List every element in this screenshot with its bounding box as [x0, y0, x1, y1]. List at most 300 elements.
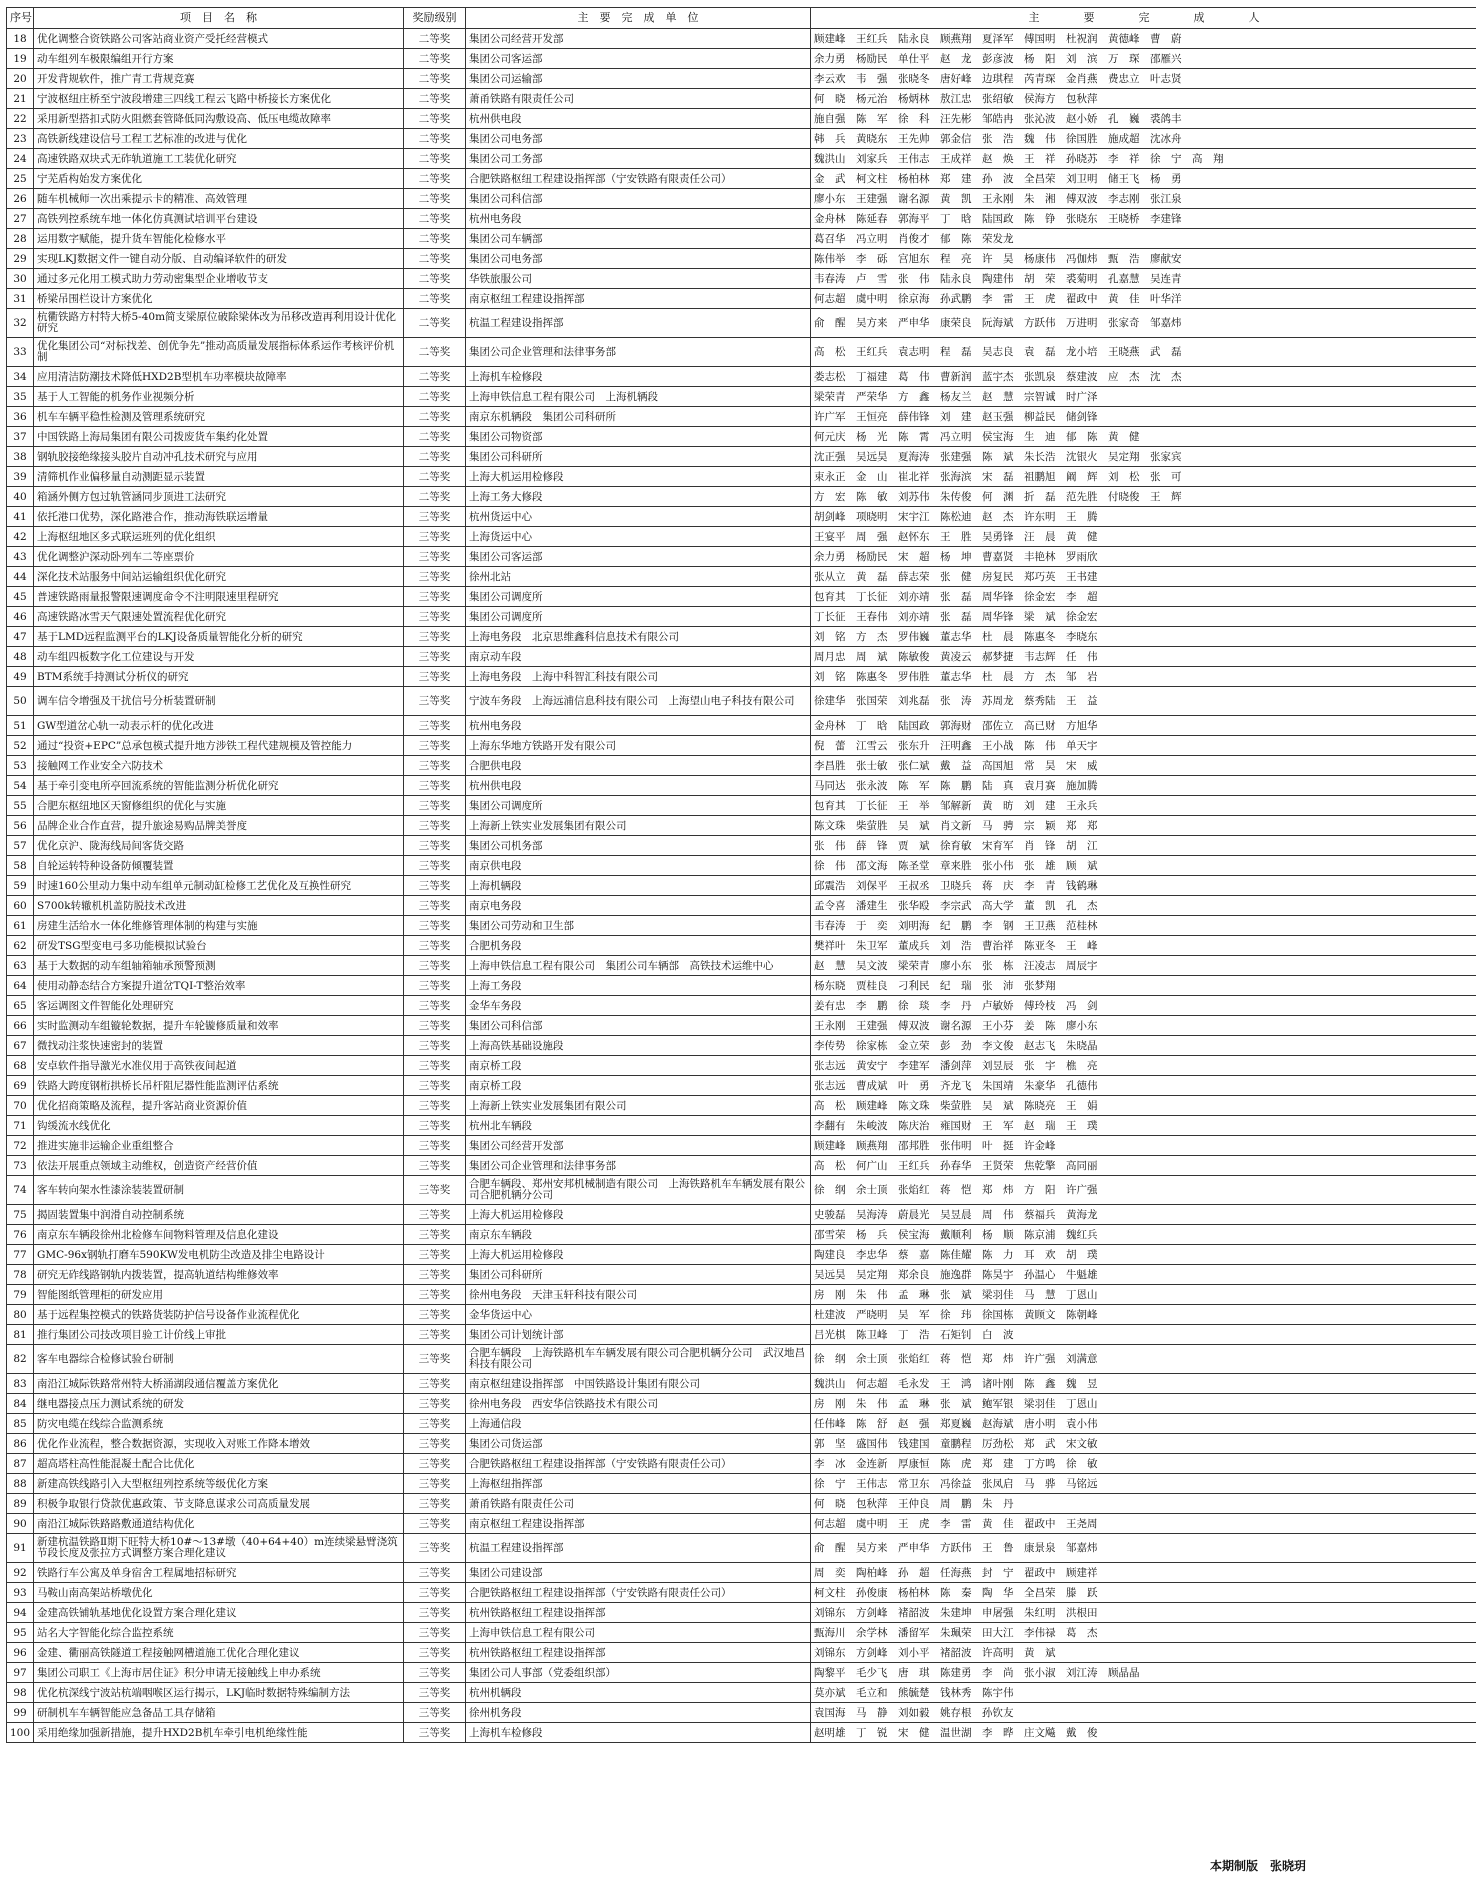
- award-level: 三等奖: [404, 527, 466, 547]
- main-people: 梁荣青 严荣华 方 鑫 杨友兰 赵 慧 宗智诚 时广泽: [811, 387, 1476, 407]
- award-level: 二等奖: [404, 249, 466, 269]
- table-row: [7, 229, 1476, 249]
- table-row: [7, 836, 1476, 856]
- project-name: 宁芜盾构始发方案优化: [34, 169, 404, 189]
- main-unit: 上海工务段: [466, 976, 811, 996]
- row-number: 18: [7, 29, 34, 49]
- row-number: 61: [7, 916, 34, 936]
- main-people: 顾建峰 王红兵 陆永良 顾燕翔 夏泽军 傅国明 杜祝润 黄德峰 曹 蔚: [811, 29, 1476, 49]
- awards-table-container: [6, 7, 1476, 1743]
- award-level: 三等奖: [404, 1325, 466, 1345]
- main-people: 刘 铭 方 杰 罗伟巍 董志华 杜 晨 陈惠冬 李晓东: [811, 627, 1476, 647]
- award-level: 三等奖: [404, 736, 466, 756]
- main-people: 包育其 丁长征 刘亦靖 张 磊 周华锋 徐金宏 李 超: [811, 587, 1476, 607]
- main-unit: 集团公司经营开发部: [466, 29, 811, 49]
- main-unit: 上海大机运用检修段: [466, 467, 811, 487]
- table-row: [7, 1603, 1476, 1623]
- row-number: 78: [7, 1265, 34, 1285]
- project-name: 中国铁路上海局集团有限公司拨废货车集约化处置: [34, 427, 404, 447]
- table-row: [7, 667, 1476, 687]
- main-unit: 萧甬铁路有限责任公司: [466, 1494, 811, 1514]
- main-unit: 上海工务大修段: [466, 487, 811, 507]
- main-people: 徐 宁 王伟志 常卫东 冯徐益 张凤启 马 骅 马铭远: [811, 1474, 1476, 1494]
- row-number: 47: [7, 627, 34, 647]
- table-row: [7, 1434, 1476, 1454]
- award-level: 二等奖: [404, 427, 466, 447]
- award-level: 三等奖: [404, 756, 466, 776]
- project-name: 智能图纸管理柜的研发应用: [34, 1285, 404, 1305]
- project-name: 实现LKJ数据文件一键自动分版、自动编译软件的研发: [34, 249, 404, 269]
- main-unit: 集团公司人事部（党委组织部）: [466, 1663, 811, 1683]
- project-name: 清筛机作业偏移量自动测距显示装置: [34, 467, 404, 487]
- main-unit: 上海货运中心: [466, 527, 811, 547]
- award-level: 二等奖: [404, 89, 466, 109]
- award-level: 三等奖: [404, 1603, 466, 1623]
- award-level: 三等奖: [404, 1703, 466, 1723]
- table-row: [7, 129, 1476, 149]
- award-level: 三等奖: [404, 1723, 466, 1743]
- row-number: 25: [7, 169, 34, 189]
- project-name: 接触网工作业安全六防技术: [34, 756, 404, 776]
- project-name: 深化技术站服务中间站运输组织优化研究: [34, 567, 404, 587]
- table-row: [7, 1285, 1476, 1305]
- row-number: 28: [7, 229, 34, 249]
- table-row: [7, 1345, 1476, 1374]
- project-name: 新建高铁线路引入大型枢纽列控系统等级优化方案: [34, 1474, 404, 1494]
- table-row: [7, 876, 1476, 896]
- table-row: [7, 1096, 1476, 1116]
- award-level: 二等奖: [404, 109, 466, 129]
- main-unit: 徐州机务段: [466, 1703, 811, 1723]
- table-row: [7, 1494, 1476, 1514]
- award-level: 三等奖: [404, 1245, 466, 1265]
- award-level: 二等奖: [404, 269, 466, 289]
- main-people: 郭 坚 盛国伟 钱建国 童鹏程 厉劲松 郑 武 宋文敏: [811, 1434, 1476, 1454]
- main-unit: 合肥铁路枢纽工程建设指挥部（宁安铁路有限责任公司）: [466, 1583, 811, 1603]
- main-unit: 南京枢纽工程建设指挥部: [466, 1514, 811, 1534]
- main-unit: 集团公司机务部: [466, 836, 811, 856]
- header-main-people: 主 要 完 成 人: [811, 8, 1476, 29]
- award-level: 三等奖: [404, 1136, 466, 1156]
- project-name: S700k转辙机机盖防脱技术改进: [34, 896, 404, 916]
- project-name: 普速铁路雨量报警限速调度命令不注明限速里程研究: [34, 587, 404, 607]
- row-number: 60: [7, 896, 34, 916]
- main-unit: 南京动车段: [466, 647, 811, 667]
- project-name: 房建生活给水一体化维修管理体制的构建与实施: [34, 916, 404, 936]
- main-unit: 上海电务段 北京思维鑫科信息技术有限公司: [466, 627, 811, 647]
- main-unit: 华铁旅服公司: [466, 269, 811, 289]
- table-row: [7, 1245, 1476, 1265]
- award-level: 三等奖: [404, 1225, 466, 1245]
- award-level: 三等奖: [404, 916, 466, 936]
- award-level: 三等奖: [404, 1663, 466, 1683]
- main-people: 邱震浩 刘保平 王叔丞 卫晓兵 蒋 庆 李 青 钱鹤琳: [811, 876, 1476, 896]
- award-level: 二等奖: [404, 407, 466, 427]
- table-row: [7, 736, 1476, 756]
- table-row: [7, 1703, 1476, 1723]
- main-unit: 合肥供电段: [466, 756, 811, 776]
- award-level: 三等奖: [404, 1176, 466, 1205]
- award-level: 三等奖: [404, 1494, 466, 1514]
- project-name: 客车电器综合检修试验台研制: [34, 1345, 404, 1374]
- project-name: 依法开展重点领域主动维权，创造资产经营价值: [34, 1156, 404, 1176]
- table-row: [7, 936, 1476, 956]
- row-number: 39: [7, 467, 34, 487]
- row-number: 88: [7, 1474, 34, 1494]
- project-name: 防灾电缆在线综合监测系统: [34, 1414, 404, 1434]
- row-number: 70: [7, 1096, 34, 1116]
- row-number: 80: [7, 1305, 34, 1325]
- main-people: 周 奕 陶柏峰 孙 超 任海燕 封 宁 翟政中 顾建祥: [811, 1563, 1476, 1583]
- project-name: 南沿江城际铁路常州特大桥涌湖段通信覆盖方案优化: [34, 1374, 404, 1394]
- main-people: 房 刚 朱 伟 孟 琳 张 斌 鲍军银 梁羽佳 丁恩山: [811, 1394, 1476, 1414]
- award-level: 三等奖: [404, 1454, 466, 1474]
- main-people: 徐 纲 余士顶 张焰红 蒋 恺 郑 炜 许广强 刘满意: [811, 1345, 1476, 1374]
- main-unit: 萧甬铁路有限责任公司: [466, 89, 811, 109]
- main-people: 刘锦东 方剑峰 褚韶波 朱建坤 申屠强 朱红明 洪根田: [811, 1603, 1476, 1623]
- main-unit: 上海机车检修段: [466, 367, 811, 387]
- project-name: 调车信令增强及干扰信号分析装置研制: [34, 687, 404, 716]
- main-people: 高 松 顾建峰 陈文珠 柴萤胜 吴 斌 陈晓亮 王 娟: [811, 1096, 1476, 1116]
- main-unit: 合肥铁路枢纽工程建设指挥部（宁安铁路有限责任公司）: [466, 169, 811, 189]
- main-unit: 杭温工程建设指挥部: [466, 1534, 811, 1563]
- table-row: [7, 289, 1476, 309]
- main-people: 王永刚 王建强 傅双波 谢名源 王小芬 姜 陈 廖小东: [811, 1016, 1476, 1036]
- project-name: 积极争取银行贷款优惠政策、节支降息谋求公司高质量发展: [34, 1494, 404, 1514]
- award-level: 三等奖: [404, 836, 466, 856]
- main-people: 陈伟举 李 砾 宫旭东 程 亮 许 昊 杨康伟 冯伽炜 甄 浩 廖献安: [811, 249, 1476, 269]
- row-number: 86: [7, 1434, 34, 1454]
- project-name: 钢轨胶接绝缘接头胶片自动冲孔技术研究与应用: [34, 447, 404, 467]
- layout-credit: 本期制版 张晓玥: [1210, 1859, 1307, 1873]
- row-number: 95: [7, 1623, 34, 1643]
- award-level: 三等奖: [404, 667, 466, 687]
- award-level: 三等奖: [404, 1345, 466, 1374]
- main-unit: 合肥铁路枢纽工程建设指挥部（宁安铁路有限责任公司）: [466, 1454, 811, 1474]
- project-name: 动车组四板数字化工位建设与开发: [34, 647, 404, 667]
- row-number: 94: [7, 1603, 34, 1623]
- main-people: 樊祥叶 朱卫军 董成兵 刘 浩 曹治祥 陈亚冬 王 峰: [811, 936, 1476, 956]
- award-level: 三等奖: [404, 1036, 466, 1056]
- award-level: 三等奖: [404, 1534, 466, 1563]
- main-people: 张志远 曹成斌 叶 勇 齐龙飞 朱国靖 朱豪华 孔德伟: [811, 1076, 1476, 1096]
- table-row: [7, 627, 1476, 647]
- row-number: 50: [7, 687, 34, 716]
- table-row: [7, 1265, 1476, 1285]
- award-level: 二等奖: [404, 29, 466, 49]
- main-unit: 集团公司货运部: [466, 1434, 811, 1454]
- project-name: 合肥东枢纽地区天窗修组织的优化与实施: [34, 796, 404, 816]
- main-unit: 集团公司工务部: [466, 149, 811, 169]
- award-level: 三等奖: [404, 796, 466, 816]
- main-people: 李翻有 朱峻波 陈庆治 雍国财 王 军 赵 瑞 王 璞: [811, 1116, 1476, 1136]
- table-row: [7, 29, 1476, 49]
- project-name: 微找动注浆快速密封的装置: [34, 1036, 404, 1056]
- award-level: 三等奖: [404, 1434, 466, 1454]
- table-row: [7, 1474, 1476, 1494]
- main-people: 魏洪山 刘家兵 王伟志 王成祥 赵 焕 王 祥 孙晓苏 李 祥 徐 宁 高 翔: [811, 149, 1476, 169]
- table-row: [7, 1116, 1476, 1136]
- main-people: 徐 纲 余士顶 张焰红 蒋 恺 郑 炜 方 阳 许广强: [811, 1176, 1476, 1205]
- main-unit: 上海申铁信息工程有限公司: [466, 1623, 811, 1643]
- row-number: 35: [7, 387, 34, 407]
- table-row: [7, 49, 1476, 69]
- row-number: 40: [7, 487, 34, 507]
- main-unit: 杭州机辆段: [466, 1683, 811, 1703]
- main-unit: 南京东机辆段 集团公司科研所: [466, 407, 811, 427]
- project-name: 集团公司职工《上海市居住证》积分申请无接触线上申办系统: [34, 1663, 404, 1683]
- award-level: 三等奖: [404, 1056, 466, 1076]
- project-name: 钩缓流水线优化: [34, 1116, 404, 1136]
- project-name: 优化京沪、陇海线局间客货交路: [34, 836, 404, 856]
- table-row: [7, 1514, 1476, 1534]
- main-unit: 南京枢纽建设指挥部 中国铁路设计集团有限公司: [466, 1374, 811, 1394]
- row-number: 64: [7, 976, 34, 996]
- project-name: 研究无砟线路钢轨内拨装置，提高轨道结构维修效率: [34, 1265, 404, 1285]
- main-people: 方 宏 陈 敏 刘苏伟 朱传俊 何 渊 折 磊 范先胜 付晓俊 王 辉: [811, 487, 1476, 507]
- main-unit: 金华车务段: [466, 996, 811, 1016]
- award-level: 三等奖: [404, 716, 466, 736]
- row-number: 79: [7, 1285, 34, 1305]
- project-name: 基于牵引变电所亭回流系统的智能监测分析优化研究: [34, 776, 404, 796]
- row-number: 24: [7, 149, 34, 169]
- main-unit: 南京桥工段: [466, 1076, 811, 1096]
- project-name: 研制机车车辆智能应急备品工具存储箱: [34, 1703, 404, 1723]
- header-project-name: 项 目 名 称: [34, 8, 404, 29]
- project-name: 通过“投资+EPC”总承包模式提升地方涉铁工程代建规模及管控能力: [34, 736, 404, 756]
- award-level: 三等奖: [404, 856, 466, 876]
- row-number: 46: [7, 607, 34, 627]
- table-row: [7, 607, 1476, 627]
- award-level: 三等奖: [404, 1583, 466, 1603]
- award-level: 三等奖: [404, 1265, 466, 1285]
- project-name: 超高塔柱高性能混凝土配合比优化: [34, 1454, 404, 1474]
- header-main-unit: 主 要 完 成 单 位: [466, 8, 811, 29]
- award-level: 三等奖: [404, 647, 466, 667]
- main-people: 金 武 柯文柱 杨柏林 郑 建 孙 波 全昌荣 刘卫明 储王飞 杨 勇: [811, 169, 1476, 189]
- project-name: 应用清洁防潮技术降低HXD2B型机车功率模块故障率: [34, 367, 404, 387]
- table-body: [7, 29, 1476, 1743]
- table-row: [7, 1454, 1476, 1474]
- main-people: 沈正强 吴远昊 夏海涛 张建强 陈 斌 朱长浩 沈银火 吴定翔 张家宾: [811, 447, 1476, 467]
- project-name: 时速160公里动力集中动车组单元制动缸检修工艺优化及互换性研究: [34, 876, 404, 896]
- project-name: 高速铁路冰雪天气限速处置流程优化研究: [34, 607, 404, 627]
- main-people: 赵明雄 丁 锐 宋 健 温世湖 李 晔 庄文飚 戴 俊: [811, 1723, 1476, 1743]
- row-number: 100: [7, 1723, 34, 1743]
- main-people: 李传势 徐家栋 金立荣 彭 劲 李文俊 赵志飞 朱晓晶: [811, 1036, 1476, 1056]
- main-people: 俞 醒 吴方来 严申华 康荣良 阮海斌 方跃伟 万进明 张家奇 邹嘉炜: [811, 309, 1476, 338]
- project-name: 基于远程集控模式的铁路货装防护信号设备作业流程优化: [34, 1305, 404, 1325]
- main-people: 葛召华 冯立明 肖俊才 郁 陈 荣发龙: [811, 229, 1476, 249]
- table-row: [7, 1325, 1476, 1345]
- project-name: 开发背规软件，推广青工背规竞赛: [34, 69, 404, 89]
- project-name: 南沿江城际铁路路敷通道结构优化: [34, 1514, 404, 1534]
- table-row: [7, 896, 1476, 916]
- table-row: [7, 447, 1476, 467]
- project-name: 宁波枢纽庄桥至宁波段增建三四线工程云飞路中桥接长方案优化: [34, 89, 404, 109]
- row-number: 20: [7, 69, 34, 89]
- main-unit: 杭州供电段: [466, 109, 811, 129]
- table-row: [7, 367, 1476, 387]
- main-unit: 集团公司调度所: [466, 796, 811, 816]
- project-name: 品牌企业合作直营，提升旅途易购品牌美誉度: [34, 816, 404, 836]
- main-people: 赵 慧 吴文波 梁荣青 廖小东 张 栋 汪凌志 周辰宇: [811, 956, 1476, 976]
- main-unit: 南京电务段: [466, 896, 811, 916]
- row-number: 48: [7, 647, 34, 667]
- award-level: 二等奖: [404, 189, 466, 209]
- main-unit: 集团公司客运部: [466, 547, 811, 567]
- row-number: 77: [7, 1245, 34, 1265]
- project-name: 基于大数据的动车组轴箱轴承预警预测: [34, 956, 404, 976]
- main-people: 束永正 金 山 崔北祥 张海滨 宋 磊 祖鹏旭 阚 辉 刘 松 张 可: [811, 467, 1476, 487]
- main-unit: 杭州电务段: [466, 716, 811, 736]
- table-row: [7, 1036, 1476, 1056]
- award-level: 二等奖: [404, 367, 466, 387]
- table-row: [7, 269, 1476, 289]
- main-people: 韦春涛 卢 雪 张 伟 陆永良 陶建伟 胡 荣 裘菊明 孔嘉慧 吴连青: [811, 269, 1476, 289]
- main-unit: 集团公司调度所: [466, 587, 811, 607]
- row-number: 75: [7, 1205, 34, 1225]
- award-level: 三等奖: [404, 1156, 466, 1176]
- main-unit: 集团公司调度所: [466, 607, 811, 627]
- row-number: 19: [7, 49, 34, 69]
- row-number: 33: [7, 338, 34, 367]
- row-number: 91: [7, 1534, 34, 1563]
- project-name: 基于LMD远程监测平台的LKJ设备质量智能化分析的研究: [34, 627, 404, 647]
- main-people: 陶建良 李忠华 蔡 嘉 陈佳耀 陈 力 耳 欢 胡 璞: [811, 1245, 1476, 1265]
- main-unit: 上海机辆段: [466, 876, 811, 896]
- table-row: [7, 1176, 1476, 1205]
- project-name: 铁路大跨度钢桁拱桥长吊杆阻尼器性能监测评估系统: [34, 1076, 404, 1096]
- main-unit: 集团公司物资部: [466, 427, 811, 447]
- table-row: [7, 1374, 1476, 1394]
- main-people: 甄海川 余学林 潘留军 朱珮荣 田大江 李伟禄 葛 杰: [811, 1623, 1476, 1643]
- row-number: 29: [7, 249, 34, 269]
- award-level: 二等奖: [404, 169, 466, 189]
- main-unit: 南京枢纽工程建设指挥部: [466, 289, 811, 309]
- award-level: 二等奖: [404, 467, 466, 487]
- main-people: 袁国海 马 静 刘如毅 姚存根 孙钦友: [811, 1703, 1476, 1723]
- main-people: 李 冰 金连新 厚康恒 陈 虎 郑 建 丁方鸣 徐 敏: [811, 1454, 1476, 1474]
- project-name: 采用绝缘加强新措施，提升HXD2B机车牵引电机绝缘性能: [34, 1723, 404, 1743]
- table-row: [7, 109, 1476, 129]
- row-number: 85: [7, 1414, 34, 1434]
- award-level: 三等奖: [404, 1374, 466, 1394]
- row-number: 31: [7, 289, 34, 309]
- table-row: [7, 1156, 1476, 1176]
- table-row: [7, 387, 1476, 407]
- award-level: 二等奖: [404, 69, 466, 89]
- award-level: 三等奖: [404, 976, 466, 996]
- row-number: 56: [7, 816, 34, 836]
- main-unit: 南京东车辆段: [466, 1225, 811, 1245]
- award-level: 三等奖: [404, 547, 466, 567]
- main-people: 许广军 王恒亮 薛伟锋 刘 建 赵玉强 柳益民 储剑锋: [811, 407, 1476, 427]
- main-unit: 上海东华地方铁路开发有限公司: [466, 736, 811, 756]
- row-number: 67: [7, 1036, 34, 1056]
- row-number: 92: [7, 1563, 34, 1583]
- main-unit: 上海高铁基础设施段: [466, 1036, 811, 1056]
- row-number: 83: [7, 1374, 34, 1394]
- table-row: [7, 1136, 1476, 1156]
- main-people: 莫亦斌 毛立和 熊毓楚 钱林秀 陈宇伟: [811, 1683, 1476, 1703]
- table-row: [7, 338, 1476, 367]
- main-people: 何 晓 包秋萍 王仲良 周 鹏 朱 丹: [811, 1494, 1476, 1514]
- award-level: 三等奖: [404, 1205, 466, 1225]
- main-people: 韩 兵 黄晓东 王先帅 郭金信 张 浩 魏 伟 徐国胜 施成超 沈冰舟: [811, 129, 1476, 149]
- project-name: 站名大字智能化综合监控系统: [34, 1623, 404, 1643]
- main-people: 陶黎平 毛少飞 唐 琪 陈建勇 李 尚 张小淑 刘江涛 顾晶晶: [811, 1663, 1476, 1683]
- main-people: 金舟林 陈延春 郭海平 丁 晗 陆国政 陈 铮 张晓东 王晓桥 李建锋: [811, 209, 1476, 229]
- main-people: 刘锦东 方剑峰 刘小平 褚韶波 许高明 黄 斌: [811, 1643, 1476, 1663]
- row-number: 52: [7, 736, 34, 756]
- main-unit: 上海大机运用检修段: [466, 1245, 811, 1265]
- award-level: 三等奖: [404, 1643, 466, 1663]
- award-level: 三等奖: [404, 816, 466, 836]
- main-unit: 上海申铁信息工程有限公司 集团公司车辆部 高铁技术运维中心: [466, 956, 811, 976]
- row-number: 55: [7, 796, 34, 816]
- main-unit: 杭州货运中心: [466, 507, 811, 527]
- main-unit: 上海通信段: [466, 1414, 811, 1434]
- row-number: 74: [7, 1176, 34, 1205]
- project-name: 研发TSG型变电弓多功能模拟试验台: [34, 936, 404, 956]
- row-number: 53: [7, 756, 34, 776]
- project-name: 运用数字赋能，提升货车智能化检修水平: [34, 229, 404, 249]
- table-row: [7, 1623, 1476, 1643]
- award-level: 三等奖: [404, 607, 466, 627]
- main-unit: 集团公司劳动和卫生部: [466, 916, 811, 936]
- project-name: 上海枢纽地区多式联运班列的优化组织: [34, 527, 404, 547]
- award-level: 三等奖: [404, 1116, 466, 1136]
- main-unit: 集团公司电务部: [466, 249, 811, 269]
- award-level: 三等奖: [404, 876, 466, 896]
- header-award-level: 奖励级别: [404, 8, 466, 29]
- award-level: 三等奖: [404, 1076, 466, 1096]
- award-level: 二等奖: [404, 289, 466, 309]
- table-row: [7, 69, 1476, 89]
- main-unit: 杭州铁路枢纽工程建设指挥部: [466, 1603, 811, 1623]
- project-name: 优化集团公司“对标找差、创优争先”推动高质量发展指标体系运作考核评价机制: [34, 338, 404, 367]
- project-name: GW型道岔心轨一动表示杆的优化改进: [34, 716, 404, 736]
- project-name: 箱涵外侧方包过轨管涵同步顶进工法研究: [34, 487, 404, 507]
- table-row: [7, 1205, 1476, 1225]
- main-unit: 合肥机务段: [466, 936, 811, 956]
- project-name: 继电器接点压力测试系统的研发: [34, 1394, 404, 1414]
- row-number: 89: [7, 1494, 34, 1514]
- main-unit: 集团公司建设部: [466, 1563, 811, 1583]
- row-number: 59: [7, 876, 34, 896]
- project-name: 通过多元化用工模式助力劳动密集型企业增收节支: [34, 269, 404, 289]
- main-people: 杨东晓 贾桂良 刁利民 纪 瑞 张 沛 张梦翔: [811, 976, 1476, 996]
- table-row: [7, 1534, 1476, 1563]
- project-name: 安卓软件指导激光水准仪用于高铁夜间起道: [34, 1056, 404, 1076]
- project-name: 基于人工智能的机务作业视频分析: [34, 387, 404, 407]
- award-level: 三等奖: [404, 1285, 466, 1305]
- project-name: 优化调整合资铁路公司客站商业资产受托经营模式: [34, 29, 404, 49]
- project-name: 揭固装置集中润滑自动控制系统: [34, 1205, 404, 1225]
- award-level: 三等奖: [404, 1414, 466, 1434]
- table-row: [7, 1643, 1476, 1663]
- award-level: 三等奖: [404, 567, 466, 587]
- header-no: 序号: [7, 8, 34, 29]
- table-row: [7, 427, 1476, 447]
- table-row: [7, 756, 1476, 776]
- project-name: 实时监测动车组镟轮数据，提升车轮镟修质量和效率: [34, 1016, 404, 1036]
- main-people: 韦春涛 于 奕 刘明海 纪 鹏 李 钢 王卫燕 范桂林: [811, 916, 1476, 936]
- main-people: 余力勇 杨励民 宋 超 杨 坤 曹嘉贤 丰艳林 罗雨欣: [811, 547, 1476, 567]
- row-number: 87: [7, 1454, 34, 1474]
- row-number: 98: [7, 1683, 34, 1703]
